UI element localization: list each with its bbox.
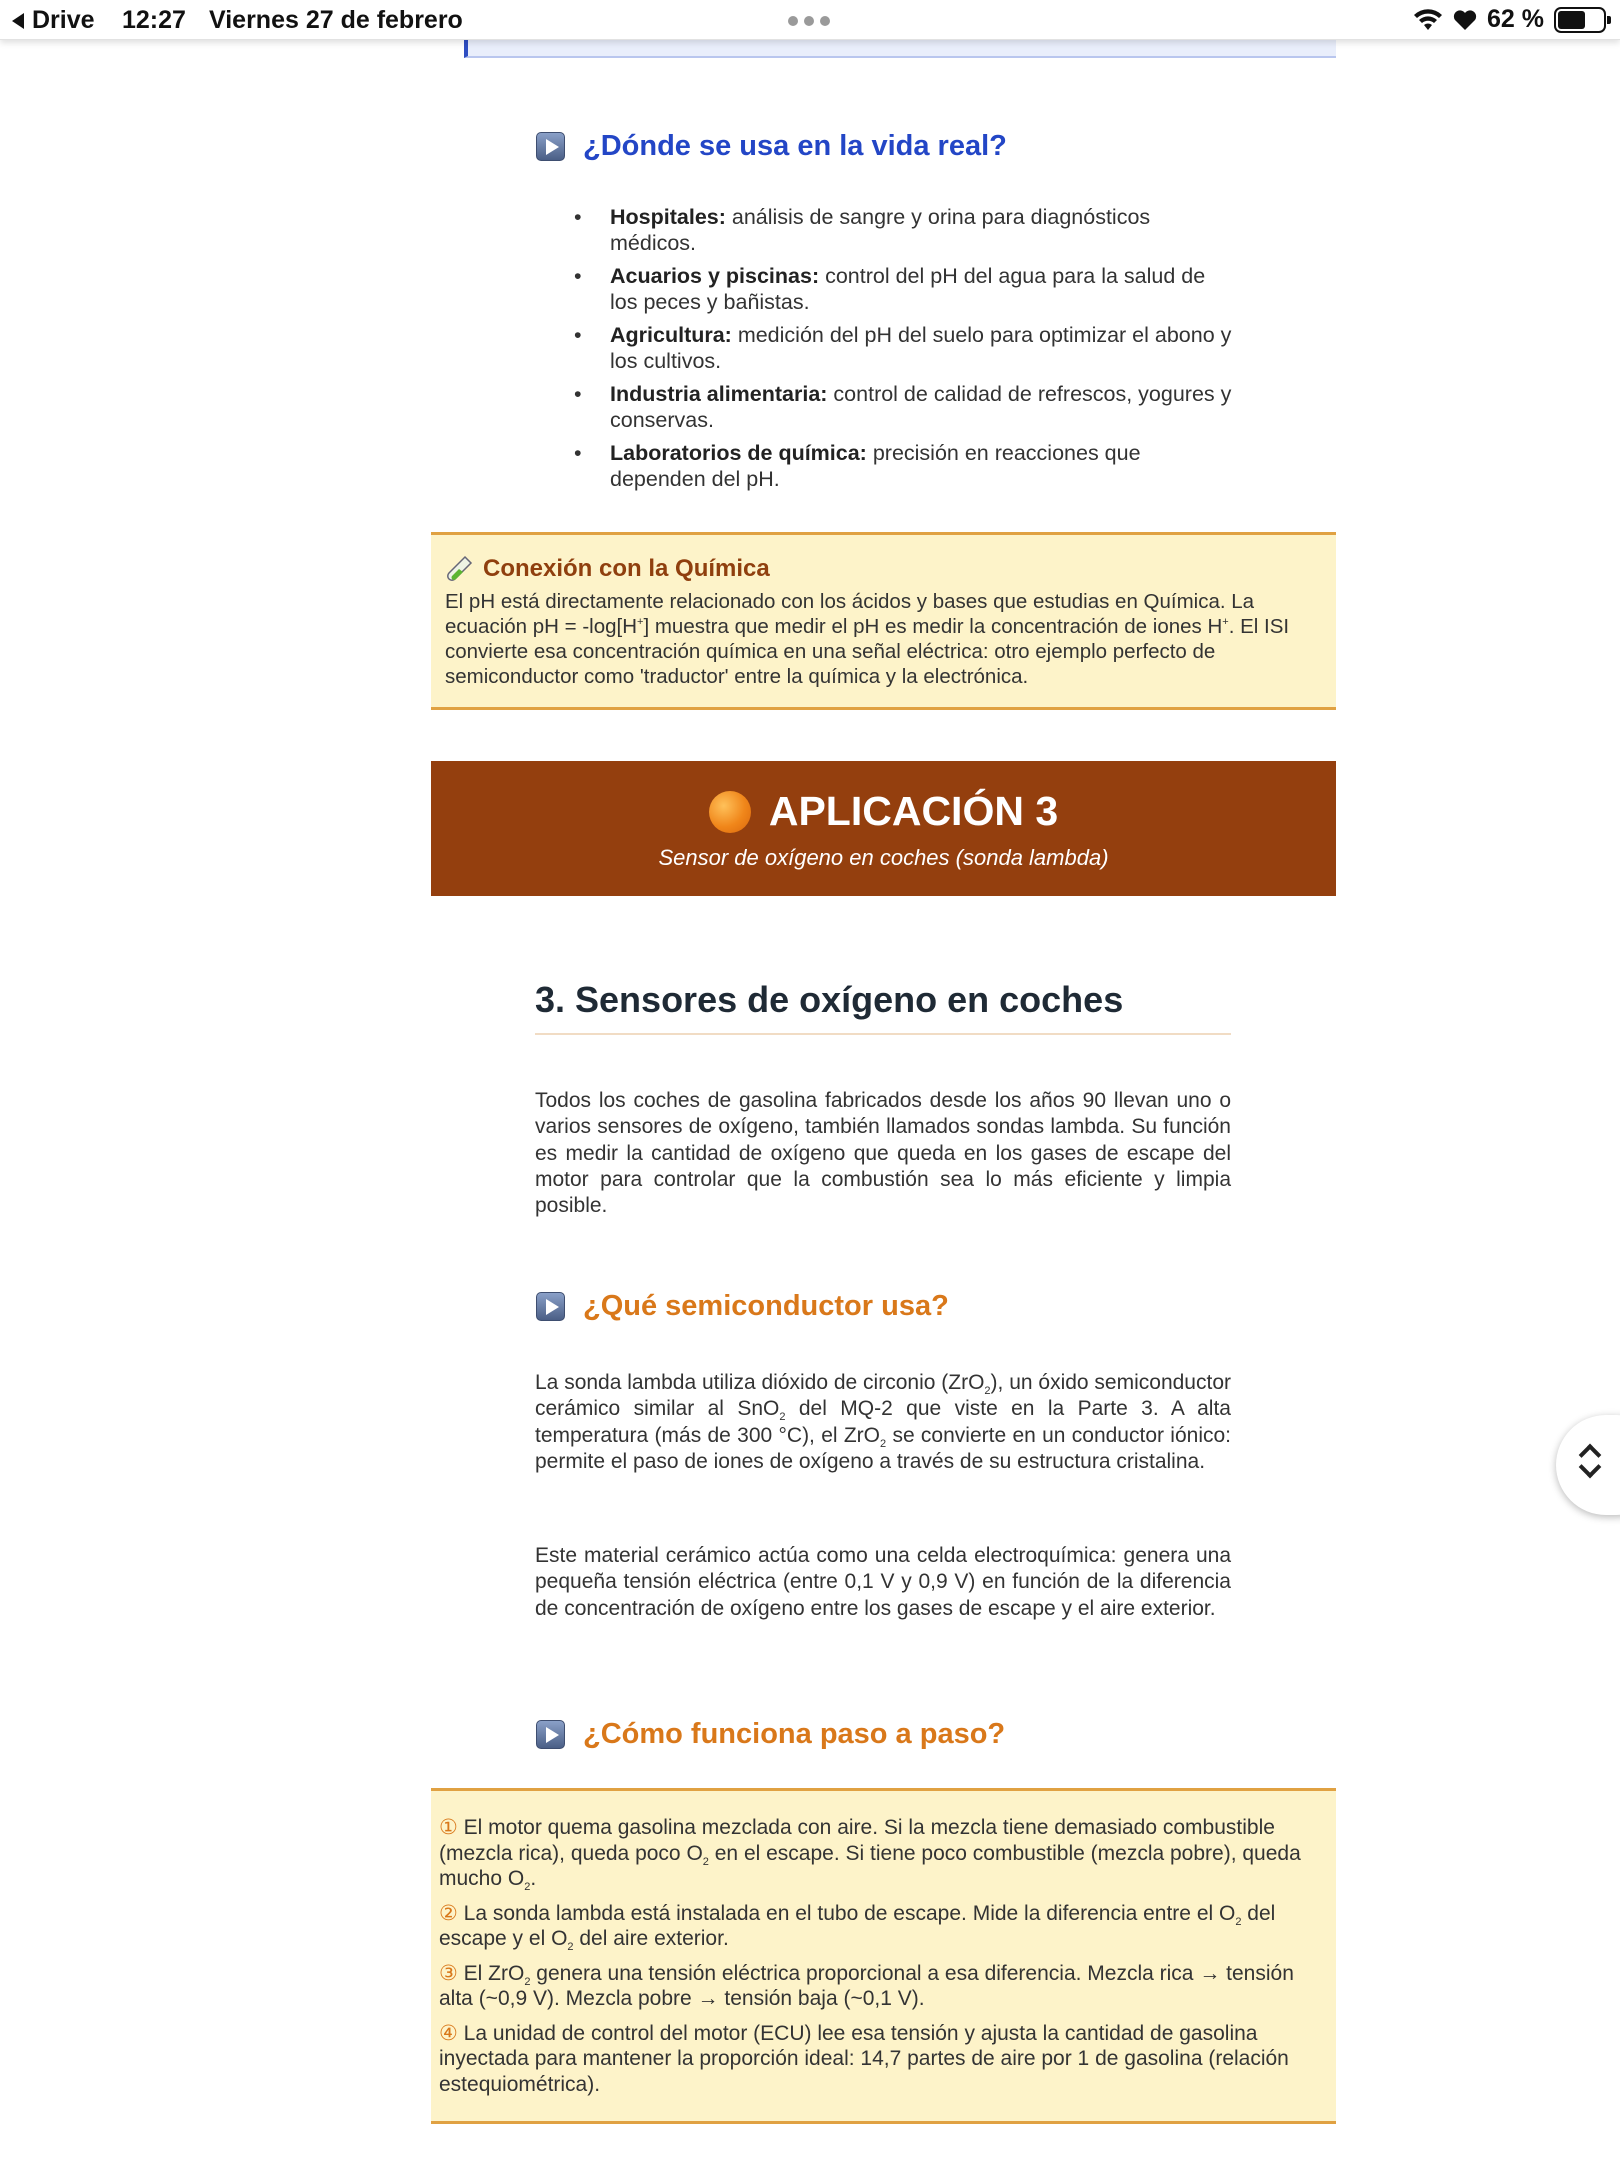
back-arrow-icon: [12, 13, 24, 29]
chemistry-connection-note: [431, 532, 1336, 710]
note-line: convierte esa concentración química en una señal eléctrica: otro ejemplo perfecto de: [445, 640, 1216, 663]
semiconductor-heading: [536, 1290, 949, 1323]
steps-heading-text: ¿Cómo funciona paso a paso?: [583, 1718, 1006, 1750]
step-1: ① El motor quema gasolina mezclada con aire. Si la mezcla tiene demasiado combustible (mezcla rica), queda poco $O_2$ en el escape. Si tiene poco combustible (mezcla pobre), queda mucho $O_2$.: [439, 1816, 1301, 1894]
uses-heading-text: ¿Dónde se usa en la vida real?: [583, 130, 1007, 162]
orange-circle-icon: [709, 791, 751, 833]
banner-title: APLICACIÓN 3: [768, 788, 1059, 834]
list-item: • Industria alimentaria: control de calidad de refrescos, yogures y conservas.: [574, 381, 1234, 433]
back-to-drive-button[interactable]: [12, 6, 95, 35]
status-date: Viernes 27 de febrero: [209, 6, 463, 34]
section-title: 3. Sensores de oxígeno en coches: [535, 979, 1231, 1035]
heart-icon: [1453, 9, 1477, 31]
intro-paragraph: Todos los coches de gasolina fabricados desde los años 90 llevan uno o varios sensores de oxígeno, también llamados sondas lambda. Su función es medir la cantidad de oxígeno que queda en los gases de escape del motor para controlar que la combustión sea lo más eficiente y limpia posible.: [535, 1089, 1231, 1218]
back-label: Drive: [32, 6, 95, 34]
list-item: • Agricultura: medición del pH del suelo para optimizar el abono y los cultivos.: [574, 322, 1234, 374]
uses-heading: [536, 130, 1007, 163]
status-time: 12:27: [122, 6, 186, 34]
page-navigator[interactable]: [1556, 1415, 1620, 1515]
semiconductor-paragraph-1: La sonda lambda utiliza dióxido de circonio (ZrO$_2$), un óxido semiconductor cerámico similar al SnO$_2$ del MQ-2 que viste en la Parte 3. A alta temperatura (más de 300 °C), el ZrO$_2$ se convierte en un conductor iónico: permite el paso de iones de oxígeno a través de su estructura cristalina.: [535, 1371, 1232, 1473]
steps-heading: [536, 1718, 1005, 1751]
note-title: Conexión con la Química: [445, 555, 1336, 583]
wifi-icon: [1413, 8, 1443, 32]
application-banner: [431, 761, 1336, 896]
step-3: ③ El ZrO$_2$ genera una tensión eléctrica proporcional a esa diferencia. Mezcla rica → tensión alta (~0,9 V). Mezcla pobre → tensión baja (~0,1 V).: [439, 1961, 1294, 2010]
play-icon: [536, 132, 565, 161]
battery-icon: [1554, 7, 1606, 33]
steps-box: [431, 1788, 1336, 2124]
semiconductor-heading-text: ¿Qué semiconductor usa?: [583, 1290, 949, 1322]
semiconductor-paragraph-2: Este material cerámico actúa como una celda electroquímica: genera una pequeña tensión eléctrica (entre 0,1 V y 0,9 V) en función de la diferencia de concentración de oxígeno entre los gases de escape y el aire exterior.: [535, 1544, 1231, 1620]
list-item: • Laboratorios de química: precisión en reacciones que dependen del pH.: [574, 440, 1234, 492]
banner-subtitle: Sensor de oxígeno en coches (sonda lambda): [658, 845, 1109, 870]
note-line: semiconductor como 'traductor' entre la química y la electrónica.: [445, 665, 1029, 688]
battery-percent: 62 %: [1487, 5, 1544, 33]
test-tube-icon: [445, 555, 473, 583]
step-4: ④ La unidad de control del motor (ECU) lee esa tensión y ajusta la cantidad de gasolina inyectada para mantener la proporción ideal: 14,7 partes de aire por 1 de gasolina (relación estequiométrica).: [439, 2021, 1289, 2096]
uses-list: [574, 204, 1234, 499]
play-icon: [536, 1292, 565, 1321]
note-line: El pH está directamente relacionado con los ácidos y bases que estudias en Química. La: [445, 590, 1255, 613]
step-2: ② La sonda lambda está instalada en el tubo de escape. Mide la diferencia entre el $O_2$ del escape y el $O_2$ del aire exterior.: [439, 1901, 1276, 1954]
previous-box-remnant: [464, 40, 1336, 58]
play-icon: [536, 1720, 565, 1749]
list-item: • Acuarios y piscinas: control del pH del agua para la salud de los peces y bañistas.: [574, 263, 1234, 315]
list-item: • Hospitales: análisis de sangre y orina para diagnósticos médicos.: [574, 204, 1234, 256]
status-bar: [0, 0, 1620, 40]
multitasking-dots-icon[interactable]: [788, 16, 830, 26]
note-line: ecuación pH = -log[H+] muestra que medir el pH es medir la concentración de iones H+. El ISI: [445, 615, 1290, 638]
